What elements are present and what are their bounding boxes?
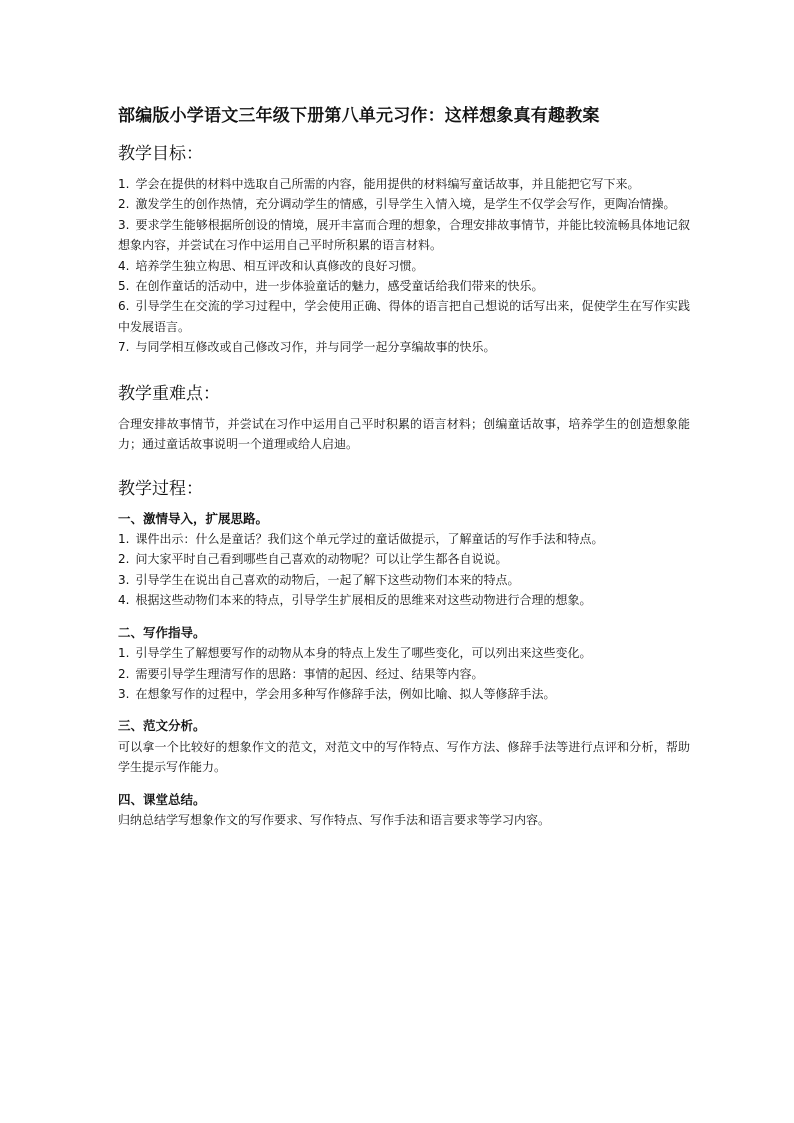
list-item: 5. 在创作童话的活动中，进一步体验童话的魅力，感受童话给我们带来的快乐。	[118, 279, 544, 294]
process-part-3-title: 三、范文分析。	[118, 718, 206, 734]
process-part-2-list	[118, 643, 690, 704]
list-item: 6. 引导学生在交流的学习过程中，学会使用正确、得体的语言把自己想说的话写出来，促使学生在写作实践中发展语言。	[118, 299, 690, 334]
objectives-list	[118, 174, 690, 358]
process-part-1-title: 一、激情导入，扩展思路。	[118, 510, 269, 526]
process-heading: 教学过程：	[118, 478, 203, 499]
keypoints-text: 合理安排故事情节，并尝试在习作中运用自己平时积累的语言材料；创编童话故事，培养学生的创造想象能力；通过童话故事说明一个道理或给人启迪。	[118, 416, 690, 452]
list-item: 3. 引导学生在说出自己喜欢的动物后，一起了解下这些动物们本来的特点。	[118, 572, 520, 587]
list-item: 3. 在想象写作的过程中，学会用多种写作修辞手法，例如比喻、拟人等修辞手法。	[118, 686, 556, 701]
process-part-4-text: 归纳总结学写想象作文的写作要求、写作特点、写作手法和语言要求等学习内容。	[118, 813, 551, 828]
list-item: 1. 引导学生了解想要写作的动物从本身的特点上发生了哪些变化，可以列出来这些变化。	[118, 646, 592, 661]
list-item: 4. 培养学生独立构思、相互评改和认真修改的良好习惯。	[118, 258, 424, 273]
keypoints-heading: 教学重难点：	[118, 383, 220, 404]
list-item: 2. 激发学生的创作热情，充分调动学生的情感，引导学生入情入境，是学生不仅学会写作，更陶冶情操。	[118, 197, 676, 212]
objectives-heading: 教学目标：	[118, 144, 203, 164]
process-part-1-list	[118, 529, 690, 611]
process-part-4-title: 四、课堂总结。	[118, 791, 206, 807]
document-title: 部编版小学语文三年级下册第八单元习作：这样想象真有趣教案	[118, 106, 600, 126]
list-item: 2. 需要引导学生理清写作的思路：事情的起因、经过、结果等内容。	[118, 666, 484, 681]
list-item: 2. 问大家平时自己看到哪些自己喜欢的动物呢？可以让学生都各自说说。	[118, 552, 508, 567]
document-page	[118, 104, 690, 831]
list-item: 1. 课件出示：什么是童话？我们这个单元学过的童话做提示，了解童话的写作手法和特点。	[118, 532, 604, 547]
list-item: 3. 要求学生能够根据所创设的情境，展开丰富而合理的想象，合理安排故事情节，并能比较流畅具体地记叙想象内容，并尝试在习作中运用自己平时所积累的语言材料。	[118, 217, 690, 253]
process-part-2-title: 二、写作指导。	[118, 624, 206, 640]
list-item: 4. 根据这些动物们本来的特点，引导学生扩展相反的思维来对这些动物进行合理的想象。	[118, 593, 592, 608]
process-part-3-text: 可以拿一个比较好的想象作文的范文，对范文中的写作特点、写作方法、修辞手法等进行点评和分析，帮助学生提示写作能力。	[118, 739, 690, 775]
list-item: 7. 与同学相互修改或自己修改习作，并与同学一起分享编故事的快乐。	[118, 340, 496, 355]
list-item: 1. 学会在提供的材料中选取自己所需的内容，能用提供的材料编写童话故事，并且能把它写下来。	[118, 177, 640, 191]
